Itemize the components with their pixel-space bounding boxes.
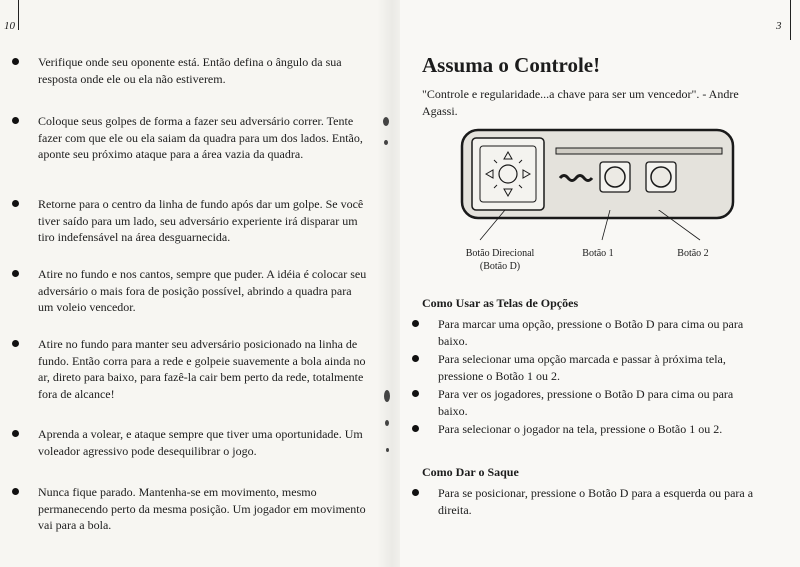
tip-item: Atire no fundo e nos cantos, sempre que puder. A idéia é colocar seu adversário o mais fora de posição possível, abrindo a quadra para um voleio vencedor. [38, 267, 367, 314]
options-item: Para selecionar o jogador na tela, pressione o Botão 1 ou 2. [438, 421, 763, 438]
options-item: Para selecionar uma opção marcada e passar à próxima tela, pressione o Botão 1 ou 2. [438, 351, 763, 384]
page-title: Assuma o Controle! [422, 53, 601, 77]
label-dpad [455, 247, 545, 273]
right-page [400, 0, 800, 567]
binding-speck [384, 390, 390, 402]
button-1 [605, 167, 625, 187]
section-heading-options: Como Usar as Telas de Opções [422, 296, 579, 310]
binding-speck [384, 140, 388, 145]
page-number-left: 10 [4, 20, 15, 32]
options-item: Para ver os jogadores, pressione o Botão D para cima ou para baixo. [438, 386, 763, 419]
label-dpad-title: Botão Direcional [465, 248, 535, 259]
label-button-2: Botão 2 [677, 248, 709, 259]
options-item: Para marcar uma opção, pressione o Botão D para cima ou para baixo. [438, 316, 763, 349]
dpad-housing [472, 138, 544, 210]
page-edge-line [790, 0, 791, 40]
label-button-1: Botão 1 [582, 248, 614, 259]
tip-item: Nunca fique parado. Mantenha-se em movimento, mesmo permanecendo perto da mesma posição. Um jogador em movimento vai para a bola. [38, 484, 368, 534]
binding-speck [385, 420, 389, 426]
page-edge-line [18, 0, 19, 30]
tip-item: Retorne para o centro da linha de fundo após dar um golpe. Se você tiver saído para um lado, seu adversário experiente irá disparar um tiro indefensável na área desguarnecida. [38, 196, 368, 246]
binding-speck [386, 448, 389, 452]
quote-text: "Controle e regularidade...a chave para ser um vencedor". - Andre Agassi. [422, 87, 739, 118]
controller-diagram [460, 128, 735, 220]
serve-item: Para se posicionar, pressione o Botão D para a esquerda ou para a direita. [438, 485, 763, 518]
tip-item: Aprenda a volear, e ataque sempre que tiver uma oportunidade. Um voleador agressivo pode desequilibrar o jogo. [38, 426, 368, 459]
tip-item: Atire no fundo para manter seu adversário posicionado na linha de fundo. Então corra para a rede e golpeie suavemente a bola ainda no ar, direto para baixo, para fazê-la cair bem perto da rede, totalmente fora de alcance! [38, 336, 368, 402]
section-heading-serve: Como Dar o Saque [422, 465, 519, 479]
tip-item: Verifique onde seu oponente está. Então defina o ângulo da sua resposta onde ele ou ela não estiverem. [38, 54, 368, 87]
button-label-strip [556, 148, 722, 154]
binding-speck [383, 117, 389, 126]
button-2 [651, 167, 671, 187]
label-dpad-subtitle: (Botão D) [479, 261, 521, 272]
tip-item: Coloque seus golpes de forma a fazer seu adversário correr. Tente fazer com que ele ou ela saiam da quadra para um dos lados. Então, aponte seu próximo ataque para a área vazia da quadra. [38, 113, 368, 163]
page-number-right: 3 [776, 20, 782, 32]
